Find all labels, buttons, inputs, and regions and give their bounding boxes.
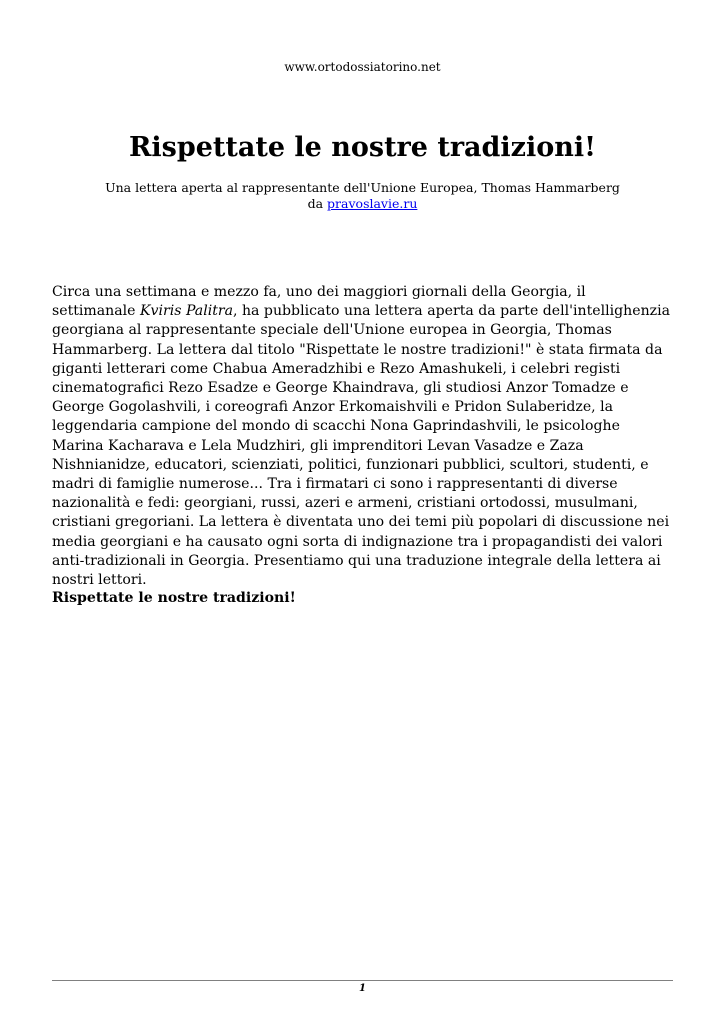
subtitle: [0, 180, 725, 212]
page-number: 1: [359, 983, 366, 994]
page-title: Rispettate le nostre tradizioni!: [128, 132, 597, 163]
section-heading: Rispettate le nostre tradizioni!: [52, 590, 296, 606]
source-link[interactable]: pravoslavie.ru: [327, 196, 418, 211]
subtitle-line: Una lettera aperta al rappresentante dell'Unione Europea, Thomas Hammarberg: [105, 180, 620, 195]
source-prefix: da: [307, 196, 324, 211]
intro-text-start: Circa una settimana e mezzo fa, uno dei maggiori giornali della Georgia, il settimanale: [52, 284, 586, 320]
source-line: [0, 196, 725, 212]
footer-divider: [52, 980, 673, 981]
intro-text-end: , ha pubblicato una lettera aperta da parte dell'intellighenzia georgiana al rappresentante speciale dell'Unione europea in Georgia, Thomas Hammarberg. La lettera dal titolo "Rispettate le nostre tradizioni!" è stata firmata da giganti letterari come Chabua Ameradzhibi e Rezo Amashukeli, i celebri registi cinematografici Rezo Esadze e George Khaindrava, gli studiosi Anzor Tomadze e George Gogolashvili, i coreografi Anzor Erkomaishvili e Pridon Sulaberidze, la leggendaria campione del mondo di scacchi Nona Gaprindashvili, le psicologhe Marina Kacharava e Lela Mudzhiri, gli imprenditori Levan Vasadze e Zaza Nishnianidze, educatori, scienziati, politici, funzionari pubblici, scultori, studenti, e madri di famiglie numerose... Tra i firmatari ci sono i rappresentanti di diverse nazionalità e fedi: georgiani, russi, azeri e armeni, cristiani ortodossi, musulmani, cristiani gregoriani. La lettera è diventata uno dei temi più popolari di discussione nei media georgiani e ha causato ogni sorta di indignazione tra i propagandisti dei valori anti-tradizionali in Georgia. Presentiamo qui una traduzione integrale della lettera ai nostri lettori.: [52, 303, 671, 589]
site-url: www.ortodossiatorino.net: [284, 60, 441, 74]
newspaper-name: Kviris Palitra: [139, 303, 234, 320]
intro-paragraph: [52, 283, 673, 590]
